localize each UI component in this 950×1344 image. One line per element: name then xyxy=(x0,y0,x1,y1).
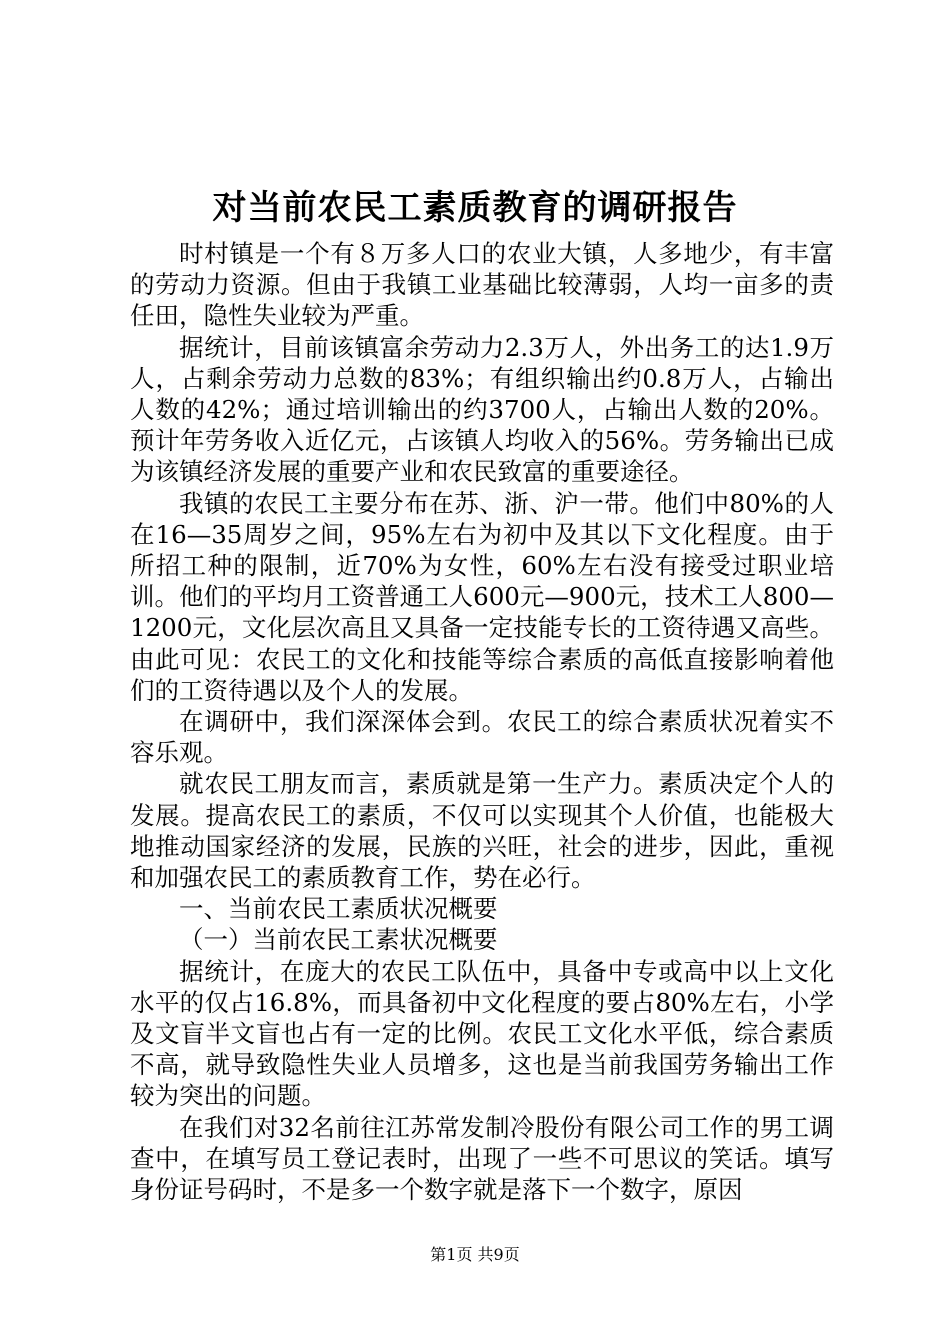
paragraph: 在调研中，我们深深体会到。农民工的综合素质状况着实不容乐观。 xyxy=(130,707,834,768)
paragraph: 就农民工朋友而言，素质就是第一生产力。素质决定个人的发展。提高农民工的素质，不仅可以实现其个人价值，也能极大地推动国家经济的发展，民族的兴旺，社会的进步，因此，重视和加强农民工的素质教育工作，势在必行。 xyxy=(130,769,834,893)
paragraph: 时村镇是一个有８万多人口的农业大镇，人多地少，有丰富的劳动力资源。但由于我镇工业基础比较薄弱，人均一亩多的责任田，隐性失业较为严重。 xyxy=(130,239,834,331)
section-heading: 一、当前农民工素质状况概要 xyxy=(179,894,498,924)
document-title: 对当前农民工素质教育的调研报告 xyxy=(212,188,738,228)
subsection-heading: （一）当前农民工素状况概要 xyxy=(179,925,498,955)
page-footer: 第1页 共9页 xyxy=(430,1245,520,1264)
paragraph: 在我们对32名前往江苏常发制冷股份有限公司工作的男工调查中，在填写员工登记表时，出现了一些不可思议的笑话。填写身份证号码时，不是多一个数字就是落下一个数字，原因 xyxy=(130,1112,834,1205)
paragraph: 据统计，目前该镇富余劳动力2.3万人，外出务工的达1.9万人，占剩余劳动力总数的83%；有组织输出约0.8万人，占输出人数的42%；通过培训输出的约3700人，占输出人数的20%。预计年劳务收入近亿元，占该镇人均收入的56%。劳务输出已成为该镇经济发展的重要产业和农民致富的重要途径。 xyxy=(130,332,834,487)
paragraph: 据统计，在庞大的农民工队伍中，具备中专或高中以上文化水平的仅占16.8%，而具备初中文化程度的要占80%左右，小学及文盲半文盲也占有一定的比例。农民工文化水平低，综合素质不高，就导致隐性失业人员增多，这也是当前我国劳务输出工作较为突出的问题。 xyxy=(130,956,834,1111)
document-body xyxy=(130,238,834,1205)
paragraph: 我镇的农民工主要分布在苏、浙、沪一带。他们中80%的人在16—35周岁之间，95%左右为初中及其以下文化程度。由于所招工种的限制，近70%为女性，60%左右没有接受过职业培训。他们的平均月工资普通工人600元—900元，技术工人800—1200元，文化层次高且又具备一定技能专长的工资待遇又高些。由此可见：农民工的文化和技能等综合素质的高低直接影响着他们的工资待遇以及个人的发展。 xyxy=(130,488,834,705)
